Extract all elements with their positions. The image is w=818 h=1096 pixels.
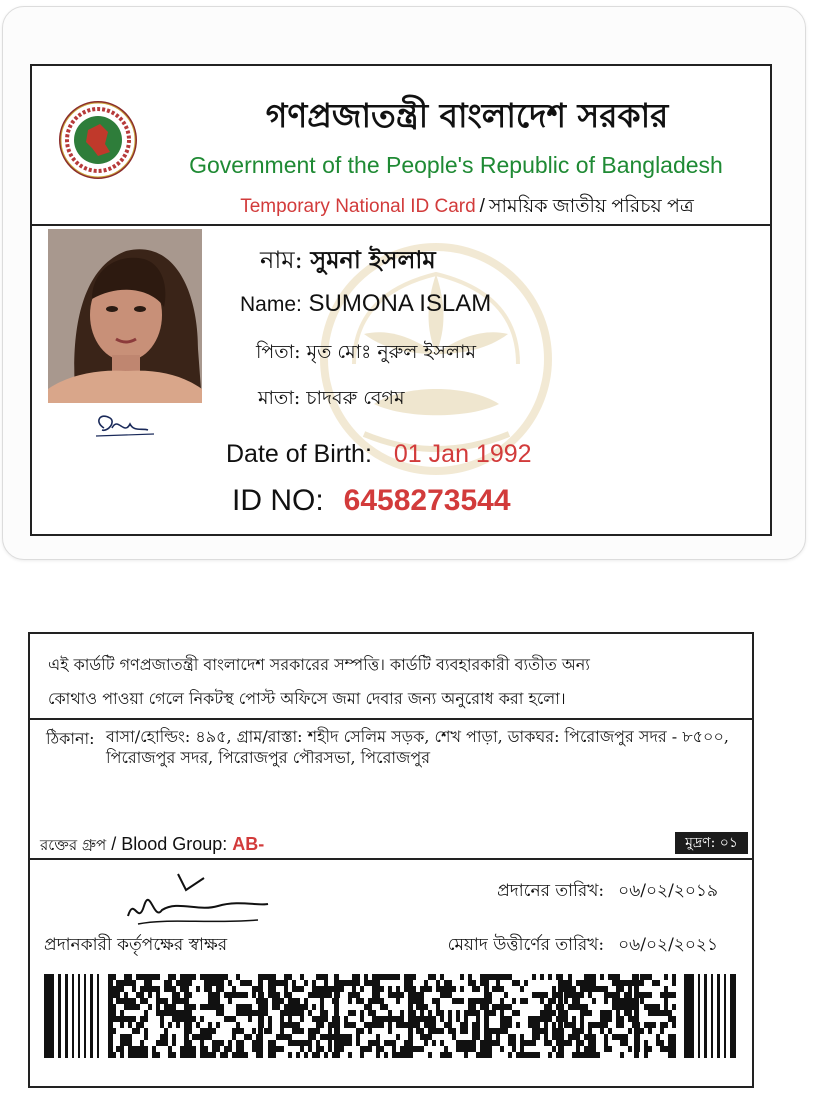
date-of-birth <box>226 440 532 469</box>
issue-date <box>497 878 718 906</box>
card-type-separator: / <box>479 196 485 217</box>
expiry-date <box>448 932 718 960</box>
name-bangla-value: সুমনা ইসলাম <box>310 245 436 274</box>
blood-group-value: AB- <box>232 834 265 854</box>
ownership-notice <box>30 634 752 720</box>
blood-label-english: / Blood Group: <box>106 834 233 854</box>
issue-date-label: প্রদানের তারিখ: <box>497 881 605 901</box>
address-value: বাসা/হোল্ডিং: ৪৯৫, গ্রাম/রাস্তা: শহীদ সেলিম সড়ক, শেখ পাড়া, ডাকঘর: পিরোজপুর সদর - ৮৫০০, পিরোজপুর সদর, পিরোজপুর পৌরসভা, পিরোজপুর <box>106 727 729 767</box>
card-header <box>32 66 770 226</box>
card-type-english: Temporary National ID Card <box>240 196 476 217</box>
blood-group-row <box>30 830 752 860</box>
mother-label: মাতা: <box>258 387 301 409</box>
id-card-front <box>2 6 806 560</box>
dob-label: Date of Birth: <box>226 440 372 468</box>
mother-value: চাদবরু বেগম <box>306 387 405 409</box>
pdf417-barcode-icon <box>44 974 738 1058</box>
id-label: ID NO: <box>232 484 324 517</box>
notice-line-2: কোথাও পাওয়া গেলে নিকটস্থ পোস্ট অফিসে জমা দেবার জন্য অনুরোধ করা হলো। <box>48 689 566 708</box>
holder-signature-icon <box>90 406 160 446</box>
dob-value: 01 Jan 1992 <box>393 440 532 468</box>
mother-name <box>258 384 405 416</box>
issuer-signature-icon <box>108 866 288 938</box>
id-card-front-panel <box>30 64 772 536</box>
father-name <box>256 338 476 370</box>
government-name-english: Government of the People's Republic of Bangladesh <box>189 152 723 178</box>
government-seal-icon <box>58 100 138 180</box>
holder-name-bangla <box>260 242 436 282</box>
expiry-date-value: ০৬/০২/২০২১ <box>618 935 718 955</box>
id-card-back <box>28 632 754 1088</box>
card-type-title <box>182 192 752 224</box>
government-name-bangla: গণপ্রজাতন্ত্রী বাংলাদেশ সরকার <box>265 96 669 135</box>
id-value: 6458273544 <box>343 484 511 517</box>
name-english-value: SUMONA ISLAM <box>308 290 492 317</box>
expiry-date-label: মেয়াদ উত্তীর্ণের তারিখ: <box>447 935 605 955</box>
father-label: পিতা: <box>256 341 301 363</box>
portrait-image-icon <box>48 229 202 403</box>
issue-date-value: ০৬/০২/২০১৯ <box>618 881 718 901</box>
name-bangla-label: নাম: <box>260 246 303 274</box>
address-label: ঠিকানা: <box>46 729 95 748</box>
father-value: মৃত মোঃ নুরুল ইসলাম <box>306 341 477 363</box>
issuer-signature-label: প্রদানকারী কর্তৃপক্ষের স্বাক্ষর <box>44 935 228 955</box>
print-count-badge: মুদ্রণ: ০১ <box>675 832 748 854</box>
blood-group <box>40 834 264 859</box>
card-type-bangla: সাময়িক জাতীয় পরিচয় পত্র <box>488 196 694 217</box>
holder-name-english <box>240 290 491 318</box>
portrait-photo <box>48 229 202 403</box>
notice-line-1: এই কার্ডটি গণপ্রজাতন্ত্রী বাংলাদেশ সরকারের সম্পত্তি। কার্ডটি ব্যবহারকারী ব্যতীত অন্য <box>48 655 590 674</box>
id-number <box>232 484 511 518</box>
name-english-label: Name: <box>240 293 302 316</box>
blood-label-bangla: রক্তের গ্রুপ <box>40 836 107 854</box>
